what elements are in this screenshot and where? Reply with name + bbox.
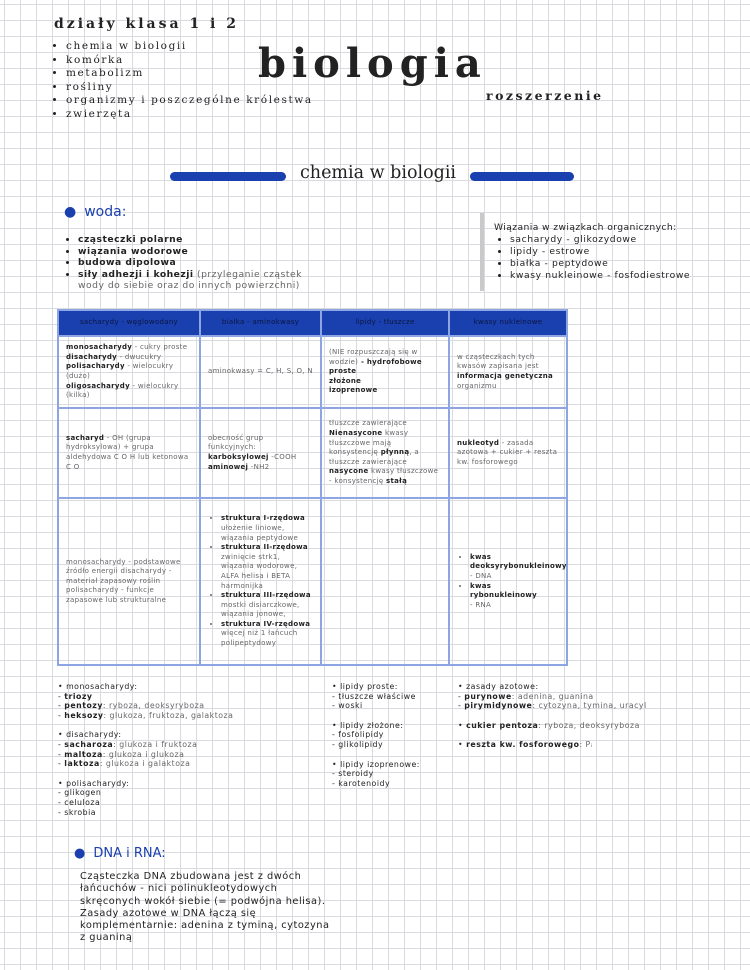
list-item: • organizmy i poszczególne królestwa: [66, 94, 313, 108]
list-item: - celuloza: [58, 797, 101, 807]
list-item: • rośliny: [66, 81, 313, 95]
list-item: • siły adhezji i kohezji (przyleganie cząstek wody do siebie oraz do innych powierzchni): [78, 269, 328, 292]
organic-bonds-list: [498, 234, 690, 282]
list-heading: • zasady azotowe:: [458, 682, 539, 691]
list-item: - maltoza: glukoza i glukoza: [58, 749, 185, 759]
list-item: - woski: [332, 701, 363, 711]
page-title: biologia: [258, 40, 487, 87]
section-heading: chemia w biologii: [300, 163, 457, 183]
list-item: - glikolipidy: [332, 739, 384, 749]
list-item: - pirymidynowe: cytozyna, tymina, uracyl: [458, 701, 647, 711]
page-subtitle: rozszerzenie: [486, 88, 604, 103]
table-cell: [321, 498, 449, 665]
list-item: • zwierzęta: [66, 108, 313, 122]
water-heading: [64, 204, 126, 220]
table-cell: (NIE rozpuszczają się w wodzie) - hydrofobowe proste złożone izoprenowe: [321, 336, 449, 408]
list-item: - pentozy: ryboza, deoksyryboza: [58, 701, 205, 711]
table-header-cell: sacharydy - węglowodany: [58, 310, 200, 336]
table-cell: aminokwasy = C, H, S, O, N: [200, 336, 321, 408]
highlight-marker-right: [470, 172, 574, 181]
list-item: - heksozy: glukoza, fruktoza, galaktoza: [58, 710, 234, 720]
lipids-list: [332, 682, 472, 788]
list-item: • cukier pentoza: ryboza, deoksyryboza: [458, 720, 640, 730]
table-cell: sacharyd - OH (grupa hydroksylowa) + grupa aldehydowa C O H lub ketonowa C O: [58, 408, 200, 498]
table-cell: • kwas deoksyrybonukleinowy - DNA • kwas rybonukleinowy - RNA: [449, 498, 567, 665]
list-item: - steroidy: [332, 769, 374, 779]
highlight-marker-left: [170, 172, 286, 181]
list-item: • lipidy - estrowe: [510, 246, 690, 258]
table-header-cell: kwasy nukleinowe: [449, 310, 567, 336]
bullet-icon: ●: [74, 846, 86, 861]
list-heading: • polisacharydy:: [58, 778, 130, 788]
table-header-cell: białka - aminokwasy: [200, 310, 321, 336]
list-item: - laktoza: glukoza i galaktoza: [58, 759, 191, 769]
list-heading: • lipidy izoprenowe:: [332, 759, 420, 769]
dna-heading-text: DNA i RNA:: [93, 846, 166, 861]
list-heading: • disacharydy:: [58, 730, 122, 740]
organic-bonds-title: Wiązania w związkach organicznych:: [494, 222, 677, 233]
list-item: • budowa dipolowa: [78, 257, 328, 269]
list-item: - fosfolipidy: [332, 730, 384, 740]
dna-heading: [74, 846, 166, 861]
table-cell: obecność grup funkcyjnych: karboksylowej -COOH aminowej -NH2: [200, 408, 321, 498]
table-cell: w cząsteczkach tych kwasów zapisana jest informacja genetyczna organizmu: [449, 336, 567, 408]
table-header-cell: lipidy - tłuszcze: [321, 310, 449, 336]
table-header-row: [58, 310, 567, 336]
table-row: [58, 498, 567, 665]
list-item: - glikogen: [58, 788, 102, 798]
list-item: • metabolizm: [66, 67, 313, 81]
list-item: • cząsteczki polarne: [78, 234, 328, 246]
list-item: • wiązania wodorowe: [78, 246, 328, 258]
list-heading: • lipidy złożone:: [332, 720, 404, 730]
water-properties-list: [66, 234, 328, 292]
list-item: • białka - peptydowe: [510, 258, 690, 270]
table-cell: monosacharydy - cukry proste disacharydy - dwucukry polisacharydy - wielocukry (dużo) oligosacharydy - wielocukry (kilka): [58, 336, 200, 408]
list-item: - triozy: [58, 691, 93, 701]
water-heading-text: woda:: [84, 204, 127, 220]
list-heading: • monosacharydy:: [58, 682, 138, 691]
table-cell: monosacharydy - podstawowe źródło energii disacharydy - materiał zapasowy roślin polisacharydy - funkcje zapasowe lub strukturalne: [58, 498, 200, 665]
list-item: - tłuszcze właściwe: [332, 691, 416, 701]
list-item: - skrobia: [58, 807, 97, 817]
list-item: • komórka: [66, 54, 313, 68]
list-item: - karotenoidy: [332, 778, 391, 788]
list-item: • chemia w biologii: [66, 40, 313, 54]
table-cell: • struktura I-rzędowa ułożenie liniowe, wiązania peptydowe • struktura II-rzędowa zwinięcie strk1, wiązania wodorowe, ALFA helisa i BETA harmonijka • struktura III-rzędowa mostki disiarczkowe, wiązania jonowe, • struktura IV-rzędowa więcej niż 1 łańcuch polipeptydowy: [200, 498, 321, 665]
dna-description: Cząsteczka DNA zbudowana jest z dwóch łańcuchów - nici polinukleotydowych skręconych wokół siebie (= podwójna helisa). Zasady azotowe w DNA łączą się komplementarnie: adenina z tyminą, cytozyna z guaniną: [80, 871, 330, 944]
table-cell: tłuszcze zawierające Nienasycone kwasy tłuszczowe mają konsystencję płynną, a tłuszcze zawierające nasycone kwasy tłuszczowe - konsystencję stałą: [321, 408, 449, 498]
list-item: • reszta kw. fosforowego: Pᵢ: [458, 740, 593, 750]
list-item: - sacharoza: glukoza i fruktoza: [58, 739, 198, 749]
nucleotide-components-list: [458, 682, 668, 750]
table-row: [58, 336, 567, 408]
saccharides-list: [58, 682, 258, 817]
list-item: • sacharydy - glikozydowe: [510, 234, 690, 246]
comparison-table: [57, 309, 568, 666]
list-heading: • lipidy proste:: [332, 682, 398, 691]
bullet-icon: ●: [64, 204, 77, 220]
table-cell: nukleotyd - zasada azotowa + cukier + reszta kw. fosforowego: [449, 408, 567, 498]
sections-title: działy klasa 1 i 2: [54, 16, 239, 32]
list-item: • kwasy nukleinowe - fosfodiestrowe: [510, 270, 690, 282]
list-item: - purynowe: adenina, guanina: [458, 691, 594, 701]
table-row: [58, 408, 567, 498]
